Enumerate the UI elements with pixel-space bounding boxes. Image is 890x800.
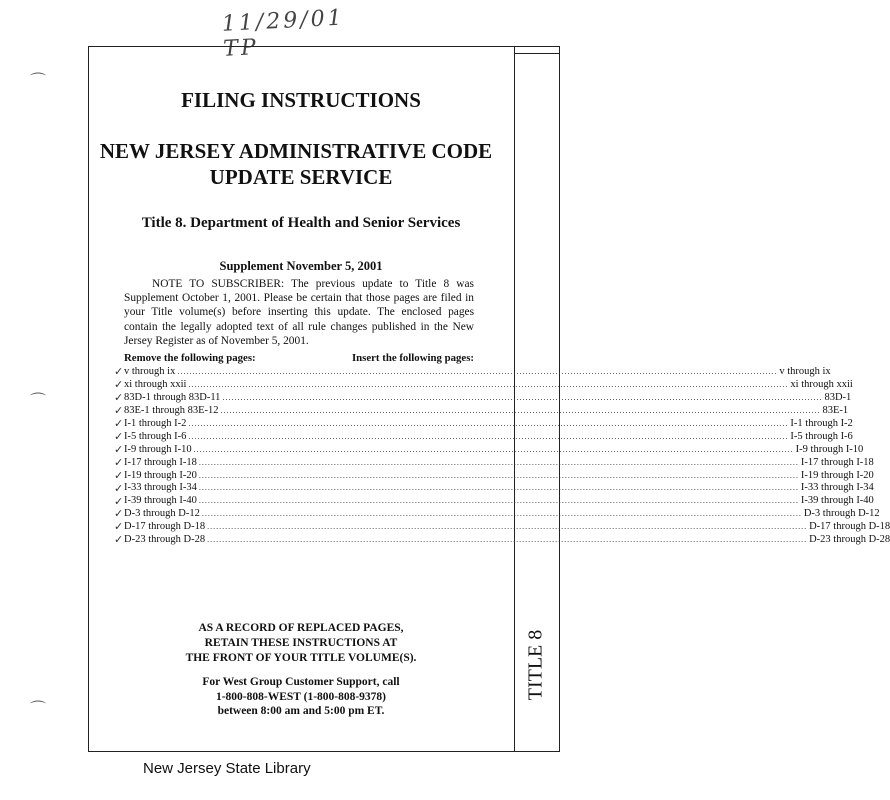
insert-pages: D-3 through D-12 xyxy=(803,508,880,520)
remove-pages: I-19 through I-20 xyxy=(124,469,197,481)
dot-leader: ........................................................................................................................................................................................................ xyxy=(188,379,789,389)
remove-pages: 83E-1 through 83E-12 xyxy=(124,404,219,416)
table-row xyxy=(124,417,853,431)
subtitle-line: UPDATE SERVICE xyxy=(209,165,393,189)
remove-pages: 83D-1 through 83D-11 xyxy=(124,391,221,403)
record-notice: AS A RECORD OF REPLACED PAGES, RETAIN THESE INSTRUCTIONS AT THE FRONT OF YOUR TITLE VOLUME(S). xyxy=(185,622,417,664)
dot-leader: ........................................................................................................................................................................................................ xyxy=(177,367,778,376)
insert-pages: I-39 through I-40 xyxy=(800,495,874,507)
punch-hole-mark: ⌒ xyxy=(30,391,47,410)
dot-leader: ........................................................................................................................................................................................................ xyxy=(188,431,789,441)
insert-pages: 83E-1 xyxy=(822,404,849,416)
check-mark-icon: ✓ xyxy=(114,455,124,469)
insert-pages: I-9 through I-10 xyxy=(795,443,864,455)
check-mark-icon: ✓ xyxy=(114,520,124,534)
supplement-date: Supplement November 5, 2001 xyxy=(219,259,383,273)
insert-pages: D-23 through D-28 xyxy=(809,534,890,546)
table-row xyxy=(124,456,874,470)
table-row xyxy=(124,443,864,457)
check-mark-icon: ✓ xyxy=(114,494,124,508)
insert-column-header: Insert the following pages: xyxy=(351,352,474,364)
check-mark-icon: ✓ xyxy=(114,507,124,521)
check-mark-icon: ✓ xyxy=(114,416,124,430)
title-heading: Title 8. Department of Health and Senior Services xyxy=(141,215,461,231)
dot-leader: ........................................................................................................................................................................................................ xyxy=(188,418,789,428)
check-mark-icon: ✓ xyxy=(114,442,124,456)
library-footer: New Jersey State Library xyxy=(143,760,311,777)
customer-support-info: For West Group Customer Support, call 1-800-808-WEST (1-800-808-9378) between 8:00 am and 5:00 pm ET. xyxy=(202,676,400,717)
insert-pages: I-19 through I-20 xyxy=(800,469,874,481)
dot-leader: ........................................................................................................................................................................................................ xyxy=(198,483,799,493)
table-row xyxy=(124,366,831,379)
punch-hole-mark: ⌒ xyxy=(30,699,47,718)
remove-pages: I-17 through I-18 xyxy=(124,456,197,468)
insert-pages: v through ix xyxy=(779,366,831,377)
remove-pages: D-23 through D-28 xyxy=(124,534,206,546)
page-replacement-list xyxy=(124,366,890,547)
table-row xyxy=(124,495,874,508)
insert-pages: 83D-1 xyxy=(824,391,852,403)
dot-leader: ........................................................................................................................................................................................................ xyxy=(222,392,823,402)
insert-pages: D-17 through D-18 xyxy=(809,521,890,533)
dot-leader: ........................................................................................................................................................................................................ xyxy=(207,535,808,545)
dot-leader: ........................................................................................................................................................................................................ xyxy=(193,444,794,454)
table-row xyxy=(124,378,853,392)
dot-leader: ........................................................................................................................................................................................................ xyxy=(198,470,799,480)
page-list-header xyxy=(124,352,474,366)
table-row xyxy=(124,534,890,547)
table-row xyxy=(124,508,880,521)
check-mark-icon: ✓ xyxy=(114,533,124,547)
table-row xyxy=(124,391,852,405)
dot-leader: ........................................................................................................................................................................................................ xyxy=(201,509,802,519)
remove-pages: D-17 through D-18 xyxy=(124,521,206,533)
subtitle-line: NEW JERSEY ADMINISTRATIVE CODE xyxy=(99,139,493,163)
check-mark-icon: ✓ xyxy=(114,365,124,378)
insert-pages: I-33 through I-34 xyxy=(800,482,874,494)
insert-pages: xi through xxii xyxy=(790,378,853,390)
table-row xyxy=(124,430,853,444)
remove-pages: I-33 through I-34 xyxy=(124,482,197,494)
check-mark-icon: ✓ xyxy=(114,377,124,391)
table-row xyxy=(124,469,874,483)
table-row xyxy=(124,521,890,534)
check-mark-icon: ✓ xyxy=(114,481,124,495)
table-row xyxy=(124,482,874,495)
remove-pages: D-3 through D-12 xyxy=(124,508,200,520)
insert-pages: I-17 through I-18 xyxy=(800,456,874,468)
remove-pages: I-5 through I-6 xyxy=(124,430,187,442)
page-title: FILING INSTRUCTIONS xyxy=(181,88,421,112)
remove-pages: v through ix xyxy=(124,366,176,377)
dot-leader: ........................................................................................................................................................................................................ xyxy=(220,405,821,415)
note-to-subscriber: NOTE TO SUBSCRIBER: The previous update to Title 8 was Supplement October 1, 2001. Please be certain that those pages are filed in your Title volume(s) before inserting this update. The enclosed pages contain the legally adopted text of all rule changes published in the New Jersey Register as of November 5, 2001. xyxy=(124,278,474,347)
remove-pages: I-9 through I-10 xyxy=(124,443,192,455)
remove-pages: I-39 through I-40 xyxy=(124,495,197,507)
dot-leader: ........................................................................................................................................................................................................ xyxy=(207,522,808,532)
remove-pages: I-1 through I-2 xyxy=(124,417,187,429)
document-subtitle xyxy=(88,138,514,190)
dot-leader: ........................................................................................................................................................................................................ xyxy=(198,496,799,506)
insert-pages: I-1 through I-2 xyxy=(790,417,853,429)
remove-column-header: Remove the following pages: xyxy=(124,352,256,364)
check-mark-icon: ✓ xyxy=(114,390,124,404)
punch-hole-mark: ⌒ xyxy=(30,71,47,90)
title-tab-label: TITLE 8 xyxy=(524,629,547,701)
dot-leader: ........................................................................................................................................................................................................ xyxy=(198,457,799,467)
check-mark-icon: ✓ xyxy=(114,429,124,443)
check-mark-icon: ✓ xyxy=(114,403,124,417)
handwritten-date-stamp: 11/29/01 TP xyxy=(221,5,346,62)
insert-pages: I-5 through I-6 xyxy=(790,430,853,442)
remove-pages: xi through xxii xyxy=(124,378,187,390)
check-mark-icon: ✓ xyxy=(114,468,124,482)
table-row xyxy=(124,404,849,418)
